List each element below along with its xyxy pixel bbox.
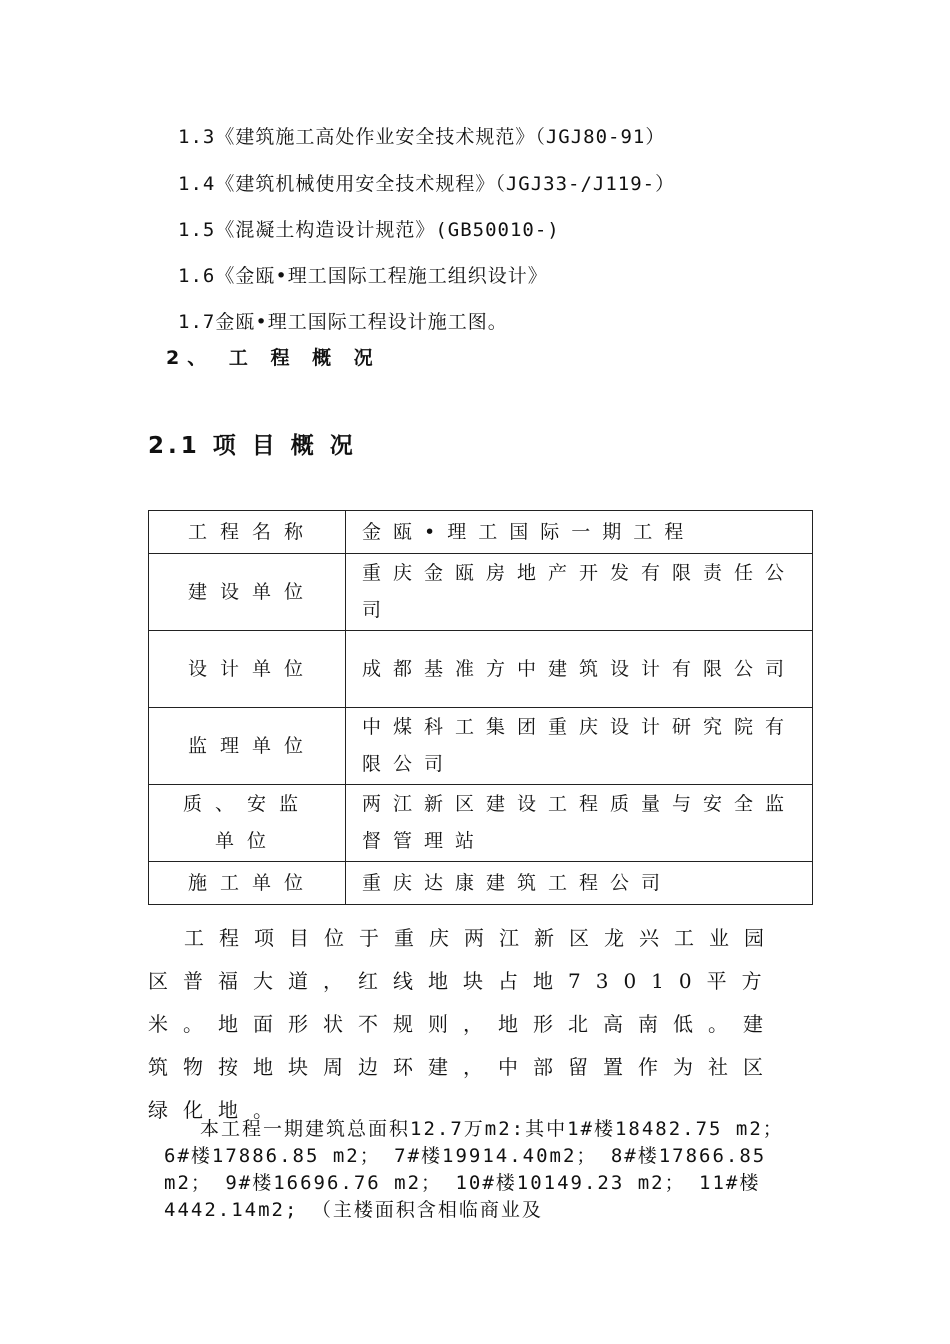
project-location-paragraph: 工程项目位于重庆两江新区龙兴工业园区普福大道，红线地块占地73010平方米。地面形状不规则，地形北高南低。建筑物按地块周边环建，中部留置作为社区绿化地。	[148, 926, 779, 1122]
building-area-paragraph: 本工程一期建筑总面积12.7万m2:其中1#楼18482.75 m2； 6#楼17886.85 m2； 7#楼19914.40m2； 8#楼17866.85 m2； 9#楼16696.76 m2； 10#楼10149.23 m2； 11#楼4442.14m2; （主楼面积含相临商业及	[164, 1118, 784, 1221]
reference-1-6: 1.6《金瓯•理工国际工程施工组织设计》	[178, 265, 548, 287]
table-value: 成都基准方中建筑设计有限公司	[346, 631, 813, 708]
table-value: 两江新区建设工程质量与安全监督管理站	[346, 785, 813, 862]
table-key: 工程名称	[149, 511, 346, 554]
table-row	[149, 554, 813, 631]
table-value: 中煤科工集团重庆设计研究院有限公司	[346, 708, 813, 785]
table-key: 质、安监单位	[149, 785, 346, 862]
reference-1-4: 1.4《建筑机械使用安全技术规程》（JGJ33-/J119-）	[178, 173, 676, 195]
table-row	[149, 511, 813, 554]
table-key: 设计单位	[149, 631, 346, 708]
reference-1-3: 1.3《建筑施工高处作业安全技术规范》（JGJ80-91）	[178, 126, 666, 148]
table-key: 监理单位	[149, 708, 346, 785]
project-info-table	[148, 510, 813, 905]
table-key: 施工单位	[149, 862, 346, 905]
table-value: 重庆达康建筑工程公司	[346, 862, 813, 905]
reference-1-7: 1.7金瓯•理工国际工程设计施工图。	[178, 311, 508, 333]
table-row	[149, 708, 813, 785]
table-value: 金瓯•理工国际一期工程	[346, 511, 813, 554]
table-row	[149, 785, 813, 862]
table-row	[149, 862, 813, 905]
section-2-1-heading: 2.1 项 目 概 况	[148, 433, 357, 459]
table-row	[149, 631, 813, 708]
table-value: 重庆金瓯房地产开发有限责任公司	[346, 554, 813, 631]
section-2-heading: 2、 工 程 概 况	[166, 347, 381, 369]
table-key: 建设单位	[149, 554, 346, 631]
reference-1-5: 1.5《混凝土构造设计规范》(GB50010-)	[178, 219, 560, 241]
